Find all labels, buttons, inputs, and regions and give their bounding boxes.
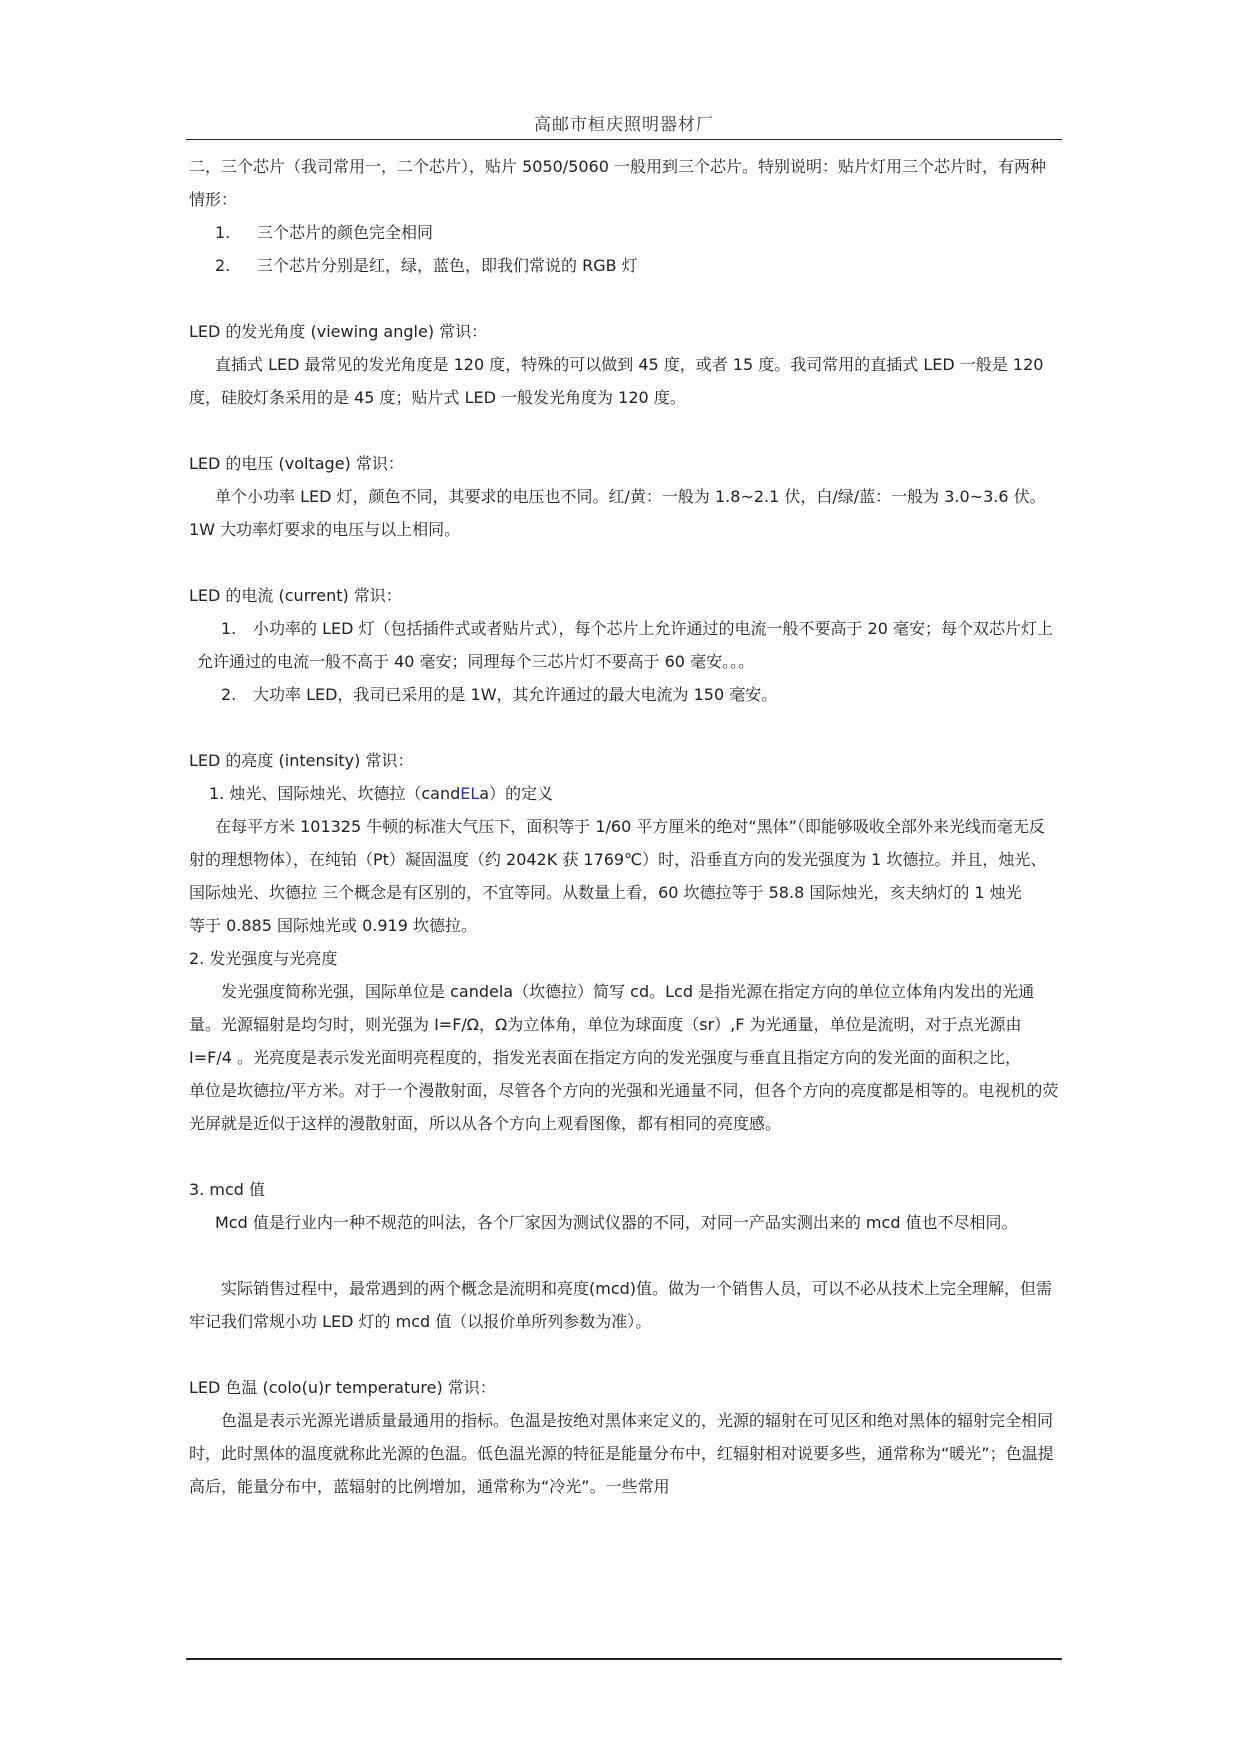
- header-divider: [186, 139, 1062, 140]
- mcd-body: Mcd 值是行业内一种不规范的叫法，各个厂家因为测试仪器的不同，对同一产品实测出来的 mcd 值也不尽相同。: [215, 1213, 1018, 1232]
- intensity-sub1-body: 在每平方米 101325 牛顿的标准大气压下，面积等于 1/60 平方厘米的绝对“黑体”（即能够吸收全部外来光线而毫无反射的理想物体），在纯铂（Pt）凝固温度（约 2042K 获 1769℃）时，沿垂直方向的发光强度为 1 坎德拉。并且，烛光、国际烛光、坎德拉 三个概念是有区别的，不宜等同。从数量上看，60 坎德拉等于 58.8 国际烛光，亥夫纳灯的 1 烛光: [189, 817, 1047, 902]
- list-text: 大功率 LED，我司已采用的是 1W，其允许通过的最大电流为 150 毫安。: [253, 685, 778, 704]
- list-text: 小功率的 LED 灯（包括插件式或者贴片式），每个芯片上允许通过的电流一般不要高于 20 毫安；每个双芯片灯上允许通过的电流一般不高于 40 毫安；同理每个三芯片灯不要高于 60 毫安。。。: [197, 619, 1054, 671]
- list-item: [189, 249, 1059, 282]
- color-temp-heading: LED 色温 (colo(u)r temperature) 常识：: [189, 1378, 496, 1397]
- intensity-sub2-title: 2. 发光强度与光亮度: [189, 949, 338, 968]
- list-number: 1.: [215, 223, 231, 242]
- list-number: 1.: [221, 619, 237, 638]
- list-number: 2.: [221, 685, 237, 704]
- voltage-heading: LED 的电压 (voltage) 常识：: [189, 454, 404, 473]
- list-item: [189, 216, 1059, 249]
- current-heading: LED 的电流 (current) 常识：: [189, 586, 402, 605]
- list-item: [189, 678, 1059, 711]
- intensity-sub1-tail: 等于 0.885 国际烛光或 0.919 坎德拉。: [189, 916, 477, 935]
- document-body: [189, 150, 1059, 1503]
- angle-body: 直插式 LED 最常见的发光角度是 120 度，特殊的可以做到 45 度，或者 15 度。我司常用的直插式 LED 一般是 120 度，硅胶灯条采用的是 45 度；贴片式 LED 一般发光角度为 120 度。: [189, 355, 1044, 407]
- intensity-sub2-body: 发光强度简称光强，国际单位是 candela（坎德拉）简写 cd。Lcd 是指光源在指定方向的单位立体角内发出的光通量。光源辐射是均匀时，则光强为 I=F/Ω，Ω为立体角，单位为球面度（sr）,F 为光通量，单位是流明，对于点光源由 I=F/4 。光亮度是表示发光面明亮程度的，指发光表面在指定方向的发光强度与垂直且指定方向的发光面的面积之比，: [189, 982, 1035, 1067]
- intensity-heading: LED 的亮度 (intensity) 常识：: [189, 751, 414, 770]
- chips-intro: 二，三个芯片（我司常用一，二个芯片），贴片 5050/5060 一般用到三个芯片。特别说明：贴片灯用三个芯片时，有两种情形：: [189, 157, 1047, 209]
- intensity-sub1-title: 1. 烛光、国际烛光、坎德拉（candELa）的定义: [209, 784, 554, 803]
- voltage-body: 单个小功率 LED 灯，颜色不同，其要求的电压也不同。红/黄：一般为 1.8~2.1 伏，白/绿/蓝：一般为 3.0~3.6 伏。1W 大功率灯要求的电压与以上相同。: [189, 487, 1046, 539]
- list-item: [189, 612, 1059, 678]
- sales-body: 实际销售过程中，最常遇到的两个概念是流明和亮度(mcd)值。做为一个销售人员，可以不必从技术上完全理解，但需牢记我们常规小功 LED 灯的 mcd 值（以报价单所列参数为准）。: [189, 1279, 1053, 1331]
- footer-divider: [186, 1658, 1062, 1660]
- page-header-title: 高邮市桓庆照明器材厂: [534, 115, 714, 135]
- list-text: 三个芯片的颜色完全相同: [257, 223, 434, 242]
- list-number: 2.: [215, 256, 231, 275]
- color-temp-body: 色温是表示光源光谱质量最通用的指标。色温是按绝对黑体来定义的，光源的辐射在可见区和绝对黑体的辐射完全相同时，此时黑体的温度就称此光源的色温。低色温光源的特征是能量分布中，红辐射相对说要多些，通常称为“暖光”；色温提高后，能量分布中，蓝辐射的比例增加，通常称为“冷光”。一些常用: [189, 1411, 1054, 1496]
- intensity-sub2-tail: 单位是坎德拉/平方米。对于一个漫散射面，尽管各个方向的光强和光通量不同，但各个方向的亮度都是相等的。电视机的荧光屏就是近似于这样的漫散射面，所以从各个方向上观看图像，都有相同的亮度感。: [189, 1081, 1059, 1133]
- angle-heading: LED 的发光角度 (viewing angle) 常识：: [189, 322, 488, 341]
- mcd-title: 3. mcd 值: [189, 1180, 265, 1199]
- list-text: 三个芯片分别是红，绿，蓝色，即我们常说的 RGB 灯: [257, 256, 638, 275]
